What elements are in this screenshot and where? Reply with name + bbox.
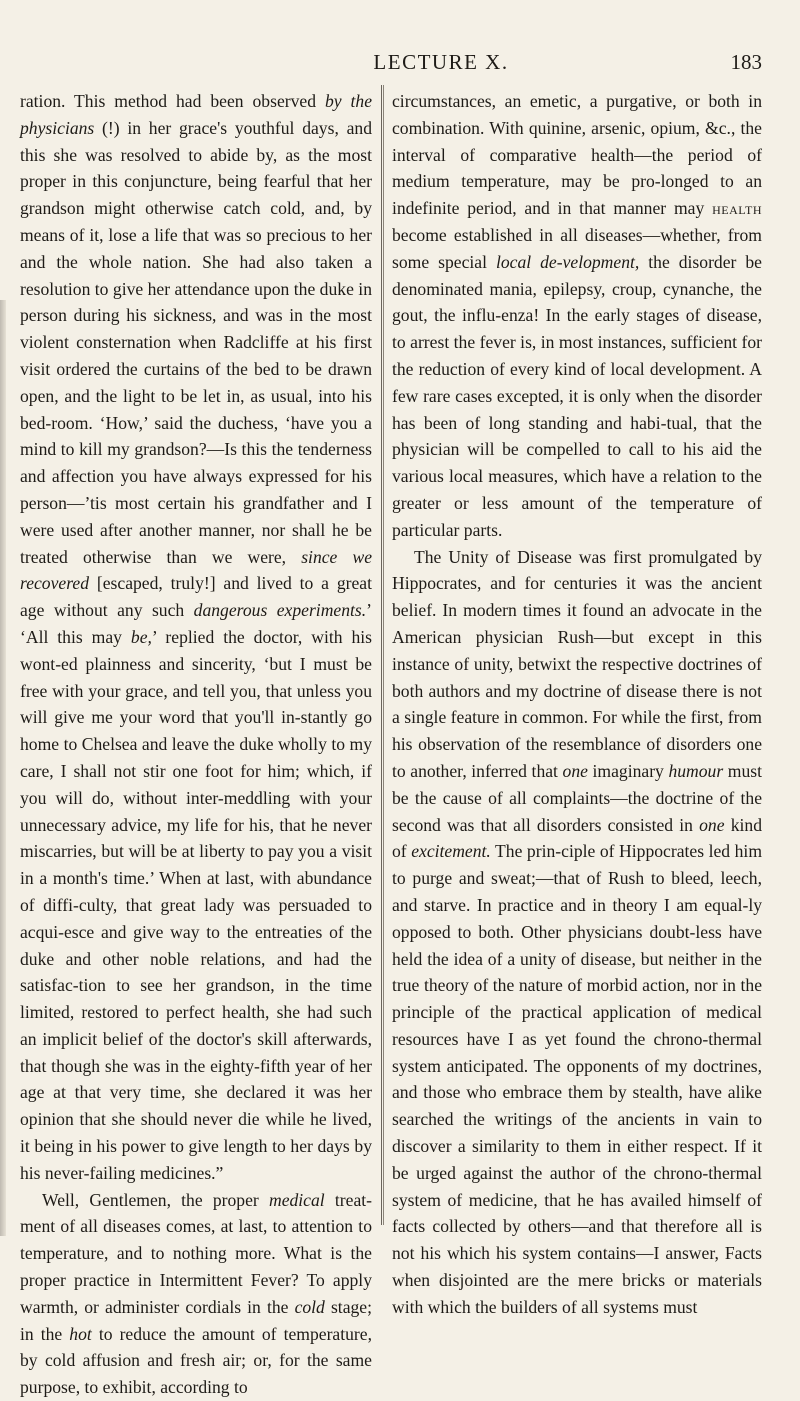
right-paragraph-2 (392, 544, 762, 1321)
italic-span: excitement. (411, 841, 491, 862)
text-span: ’ ‘All this may (20, 600, 373, 647)
text-span: kind of (392, 814, 762, 862)
right-column (392, 88, 762, 1321)
text-span: treat-ment of all diseases comes, at last, to attention to temperature, and to nothing more. What is the proper practice in Intermittent Fever? To apply warmth, or administer cordials in the (20, 1189, 372, 1317)
page-header (120, 50, 762, 80)
left-column (20, 88, 372, 1401)
right-paragraph-1 (392, 88, 762, 544)
italic-span: hot (69, 1323, 92, 1344)
italic-span: one (699, 814, 725, 835)
text-span: the disorder be denominated mania, epilepsy, croup, cynanche, the gout, the influ-enza! In the early stages of disease, to arrest the fever is, in most instances, sufficient for the reduction of every kind of local development. A few rare cases excepted, it is only when the disorder has been of long standing and habi-tual, that the physician will be compelled to call to his aid the various local measures, which have a relation to the greater or less amount of the temperature of particular parts. (392, 251, 762, 540)
page-number: 183 (730, 50, 762, 74)
text-span: must be the cause of all complaints—the doctrine of the second was that all disorders consisted in (392, 760, 762, 835)
small-caps-span: health (712, 198, 762, 219)
column-divider (381, 85, 382, 1225)
italic-span: local de-velopment, (495, 251, 640, 272)
text-span: (!) in her grace's youthful days, and this she was resolved to abide by, as the most proper in this conjuncture, being fearful that her grandson might otherwise catch cold, and, by means of it, lose a life that was so precious to her and the whole nation. She had also taken a resolution to give her attendance upon the duke in person during his sickness, and was in the most violent consternation when Radcliffe at his first visit ordered the curtains of the bed to be drawn open, and the light to be let in, as usual, into his bed-room. ‘How,’ said the duchess, ‘have you a mind to kill my grandson?—Is this the tenderness and affection you have always expressed for his person—’tis most certain his grandfather and I were used after another manner, nor shall he be treated otherwise than we were, (20, 117, 372, 567)
text-span: ration. This method had been observed (20, 91, 325, 111)
italic-span: medical (268, 1189, 325, 1210)
text-span: to reduce the amount of temperature, by cold affusion and fresh air; or, for the same purpose, to exhibit, according to (20, 1323, 372, 1398)
text-span: circumstances, an emetic, a purgative, or both in combination. With quinine, arsenic, opium, &c., the interval of comparative health—the period of medium temperature, may be pro-longed to an indefinite period, and in that manner may (392, 91, 762, 219)
italic-span: cold (294, 1296, 325, 1317)
left-paragraph-1 (20, 88, 372, 1187)
text-span: become established in all diseases—whether, from some special (392, 224, 762, 272)
left-paragraph-2 (20, 1187, 372, 1401)
text-span: The Unity of Disease was first promulgated by Hippocrates, and for centuries it was the ancient belief. In modern times it found an advocate in the American physician Rush—but except in this instance of unity, betwixt the respective doctrines of both authors and my doctrine of disease there is not a single feature in common. For while the first, from his observation of the resemblance of disorders one to another, inferred that (392, 546, 762, 781)
italic-span: by the physicians (20, 91, 373, 138)
italic-span: be, (130, 626, 152, 647)
italic-span: since we recovered (20, 546, 373, 594)
page-edge-shadow (0, 300, 6, 1236)
text-span: The prin-ciple of Hippocrates led him to purge and sweat;—that of Rush to bleed, leech, and starve. In practice and in theory I am equal-ly opposed to both. Other physicians doubt-less have held the idea of a unity of disease, but neither in the true theory of the nature of morbid action, nor in the principle of the practical application of medical resources have I as yet found the chrono-thermal system anticipated. The opponents of my doctrines, and those who embrace them by stealth, have alike searched the writings of the ancients in vain to discover a similarity to them in either respect. If it be urged against the author of the chrono-thermal system of medicine, that he has availed himself of facts collected by others—and that therefore all is not his which his system contains—I answer, Facts when disjointed are the mere bricks or materials with which the builders of all systems must (392, 841, 762, 1317)
text-span: Well, Gentlemen, the proper (42, 1189, 269, 1210)
running-head: LECTURE X. (373, 50, 509, 74)
text-span: [escaped, truly!] and lived to a great age without any such (20, 573, 372, 621)
column-divider-second-line (383, 85, 384, 1225)
text-span: ’ replied the doctor, with his wont-ed plainness and sincerity, ‘but I must be free with your grace, and tell you, that unless you will give me your word that you'll in-stantly go home to Chelsea and leave the duke wholly to my care, I shall not stir one foot for him; which, if you will do, without inter-meddling with your unnecessary advice, my life for his, that he never miscarries, but will be at liberty to pay you a visit in a month's time.’ When at last, with abundance of diffi-culty, that great lady was persuaded to acqui-esce and give way to the entreaties of the duke and other noble relations, and had the satisfac-tion to see her grandson, in the time limited, restored to perfect health, she had such an implicit belief of the doctor's skill afterwards, that though she was in the eighty-fifth year of her age at that very time, she declared it was her opinion that she should never die while he lived, it being in his power to give length to her days by his never-failing medicines.” (20, 626, 373, 1183)
italic-span: one (562, 760, 588, 781)
italic-span: humour (668, 760, 724, 781)
text-span: stage; in the (20, 1296, 373, 1344)
italic-span: dangerous experiments. (193, 600, 367, 621)
text-span: imaginary (587, 760, 669, 781)
